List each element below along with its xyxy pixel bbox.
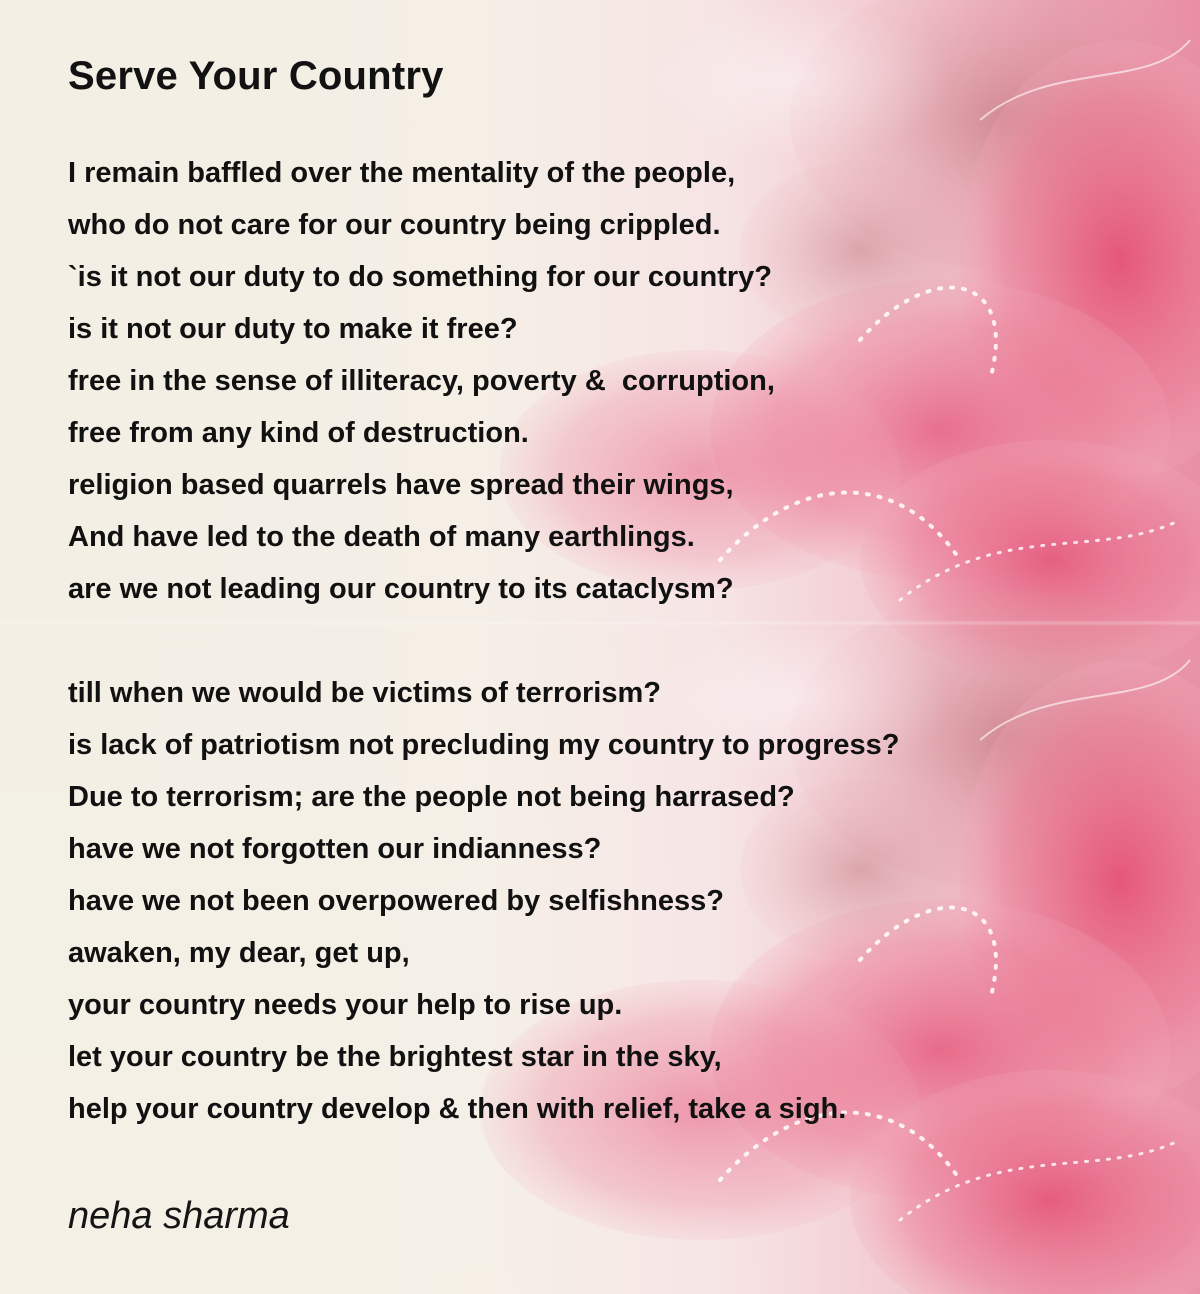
stanza-2 xyxy=(68,667,1148,1135)
poem-line: is lack of patriotism not precluding my country to progress? xyxy=(68,729,900,761)
poem-line: religion based quarrels have spread their wings, xyxy=(68,469,734,501)
poem-line: free from any kind of destruction. xyxy=(68,417,529,449)
poem-line: are we not leading our country to its cataclysm? xyxy=(68,573,734,605)
poem-line: is it not our duty to make it free? xyxy=(68,313,518,345)
poem-line: who do not care for our country being crippled. xyxy=(68,209,721,241)
poem-line: awaken, my dear, get up, xyxy=(68,937,410,969)
poem-line: I remain baffled over the mentality of the people, xyxy=(68,157,736,189)
poem-line: your country needs your help to rise up. xyxy=(68,989,623,1021)
poem-container xyxy=(68,50,1148,1135)
poem-line: Due to terrorism; are the people not being harrased? xyxy=(68,781,795,813)
poem-body xyxy=(68,147,1148,1135)
poem-line: `is it not our duty to do something for our country? xyxy=(68,261,772,293)
poem-line: have we not forgotten our indianness? xyxy=(68,833,602,865)
poem-line: have we not been overpowered by selfishness? xyxy=(68,885,724,917)
poem-line: free in the sense of illiteracy, poverty & corruption, xyxy=(68,365,775,397)
stanza-1 xyxy=(68,147,1148,615)
poem-title: Serve Your Country xyxy=(68,54,444,98)
poem-line: And have led to the death of many earthlings. xyxy=(68,521,695,553)
poem-line: help your country develop & then with relief, take a sigh. xyxy=(68,1093,847,1125)
poem-line: let your country be the brightest star in the sky, xyxy=(68,1041,722,1073)
poem-line: till when we would be victims of terrorism? xyxy=(68,677,661,709)
poem-author: neha sharma xyxy=(68,1195,290,1237)
